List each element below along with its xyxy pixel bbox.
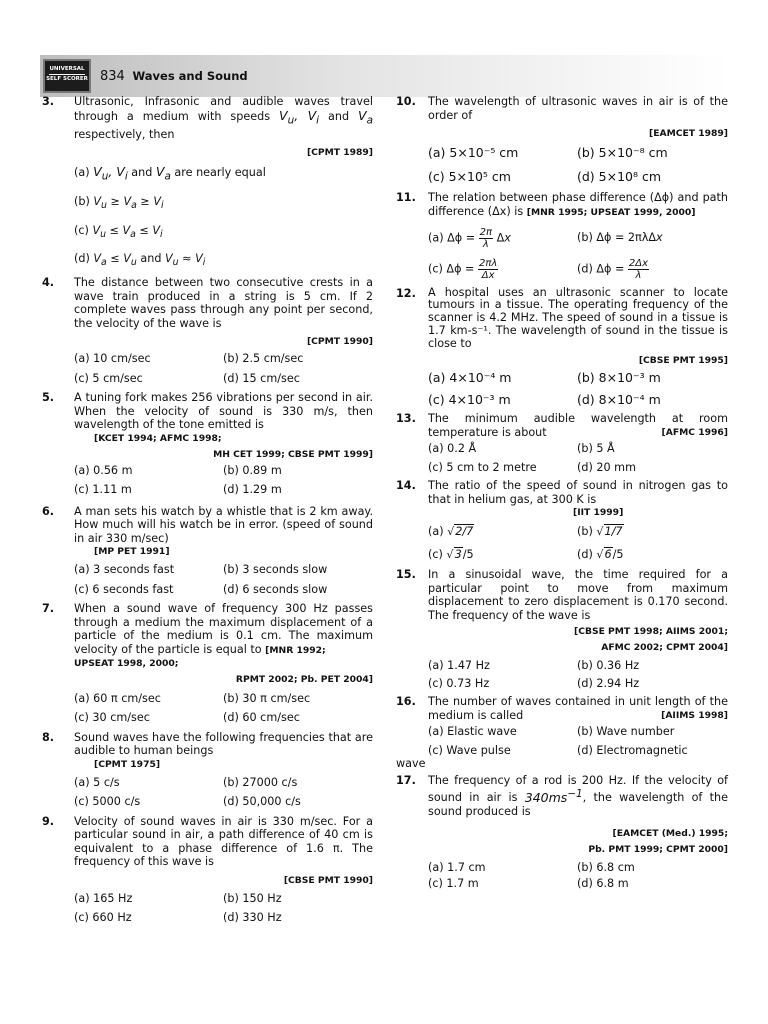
question-number: 8. [42, 730, 55, 744]
question-16 [396, 695, 728, 771]
question-12 [396, 287, 728, 407]
option-a: (a) $V_u$, $V_i$ and $V_a$ are nearly equal [74, 164, 266, 183]
option-d-overflow: wave [396, 757, 426, 771]
question-text: A hospital uses an ultrasonic scanner to locate tumours in a tissue. The operating frequency of the scanner is 4.2 MHz. The speed of sound in a tissue is 1.7 km-s⁻¹. The wavelength of sound in the tissue is close to [428, 285, 728, 350]
question-13 [396, 412, 728, 474]
option-c: (c) √3/5 [428, 547, 474, 561]
option-b: (b) 0.89 m [223, 463, 282, 477]
option-d: (d) 2.94 Hz [577, 676, 640, 690]
question-number: 11. [396, 191, 416, 204]
option-a: (a) 10 cm/sec [74, 352, 151, 366]
option-c: (c) 660 Hz [74, 911, 132, 925]
question-number: 10. [396, 95, 416, 108]
question-text: When a sound wave of frequency 300 Hz passes through a medium the maximum displacement of a particle of the medium is 0.1 cm. The maximum velocity of the particle is equal to [MNR 1992; [74, 602, 373, 656]
question-number: 12. [396, 286, 416, 300]
question-10 [396, 95, 728, 183]
option-b: (b) 6.8 cm [577, 860, 635, 874]
option-b: (b) 2.5 cm/sec [223, 352, 304, 366]
question-text: In a sinusoidal wave, the time required for a particular point to move from maximum displacement to zero displacement is 0.170 second. The frequency of the wave is [428, 568, 728, 622]
question-text: Ultrasonic, Infrasonic and audible waves travel through a medium with speeds $V_u$, $V_i$ and $V_a$ respectively, then [74, 95, 373, 141]
option-a: (a) 0.2 Å [428, 442, 477, 456]
question-3 [42, 95, 373, 270]
page-header [40, 55, 728, 97]
option-d: (d) 8×10⁻⁴ m [577, 391, 661, 407]
option-c: (c) 1.11 m [74, 483, 132, 497]
question-text: The distance between two consecutive crests in a wave train produced in a string is 5 cm. If 2 complete waves pass through any point per second, the velocity of the wave is [74, 276, 373, 330]
logo-line-2: SELF SCORER [46, 76, 88, 82]
option-c: (c) 1.7 m [428, 877, 479, 891]
option-b: (b) 150 Hz [223, 891, 282, 905]
question-reference: [EAMCET 1989] [649, 128, 728, 139]
option-a: (a) 165 Hz [74, 891, 133, 905]
right-column [396, 95, 728, 891]
question-reference: [CBSE PMT 1998; AIIMS 2001; [574, 626, 728, 638]
option-b: (b) $V_u \ge V_a \ge V_i$ [74, 195, 164, 212]
option-d: (d) 5×10⁸ cm [577, 168, 662, 184]
option-d: (d) 50,000 c/s [223, 795, 301, 809]
option-b: (b) 3 seconds slow [223, 563, 328, 577]
option-b: (b) 8×10⁻³ m [577, 370, 661, 386]
option-d: (d) 1.29 m [223, 483, 282, 497]
option-b: (b) 5 Å [577, 442, 615, 456]
option-a: (a) 4×10⁻⁴ m [428, 370, 512, 386]
option-c: (c) 5 cm/sec [74, 371, 143, 385]
question-number: 6. [42, 504, 55, 518]
question-4 [42, 276, 373, 385]
option-a: (a) Elastic wave [428, 725, 517, 739]
option-a: (a) √2/7 [428, 525, 474, 539]
question-9 [42, 815, 373, 925]
option-c: (c) 5000 c/s [74, 795, 141, 809]
question-number: 3. [42, 95, 55, 108]
question-text: A tuning fork makes 256 vibrations per second in air. When the velocity of sound is 330 m/s, then wavelength of the tone emitted is [74, 391, 373, 432]
question-reference: RPMT 2002; Pb. PET 2004] [235, 673, 373, 685]
question-reference: [CBSE PMT 1995] [638, 355, 728, 367]
option-a: (a) 1.7 cm [428, 860, 486, 874]
option-b: (b) Δϕ = 2πλΔx [577, 231, 663, 245]
option-d: (d) Electromagnetic [577, 743, 688, 757]
question-reference: [CPMT 1975] [94, 758, 161, 770]
question-number: 16. [396, 695, 416, 709]
question-text: The number of waves contained in unit length of the medium is called [AIIMS 1998] [428, 695, 728, 722]
option-c: (c) $V_u \le V_a \le V_i$ [74, 223, 163, 240]
option-a: (a) 1.47 Hz [428, 659, 490, 673]
question-number: 13. [396, 412, 416, 426]
option-c: (c) 30 cm/sec [74, 711, 150, 725]
question-text: The ratio of the speed of sound in nitrogen gas to that in helium gas, at 300 K is [428, 479, 728, 506]
option-b: (b) 0.36 Hz [577, 659, 640, 673]
option-c: (c) Wave pulse [428, 743, 511, 757]
option-d: (d) 6 seconds slow [223, 582, 328, 596]
option-c: (c) Δϕ = $\frac{2\pi\lambda}{\Delta x}$ [428, 257, 498, 281]
question-text: Velocity of sound waves in air is 330 m/sec. For a particular sound in air, a path difference of 40 cm is equivalent to a phase difference of 1.6 π. The frequency of this wave is [74, 814, 373, 869]
question-reference: [CBSE PMT 1990] [283, 874, 373, 886]
option-c: (c) 5 cm to 2 metre [428, 460, 537, 474]
question-number: 5. [42, 391, 55, 405]
option-b: (b) 27000 c/s [223, 775, 298, 789]
option-b: (b) 30 π cm/sec [223, 691, 311, 705]
question-15 [396, 568, 728, 690]
question-reference: MH CET 1999; CBSE PMT 1999] [213, 448, 373, 460]
question-8 [42, 731, 373, 809]
option-b: (b) √1/7 [577, 525, 623, 539]
chapter-title: Waves and Sound [132, 69, 248, 83]
option-d: (d) √6/5 [577, 547, 624, 561]
question-6 [42, 505, 373, 597]
question-text: The frequency of a rod is 200 Hz. If the velocity of sound in air is $340ms^{-1}$, the wavelength of the sound produced is [428, 773, 728, 819]
option-d: (d) 15 cm/sec [223, 371, 300, 385]
question-text: Sound waves have the following frequencies that are audible to human beings [74, 730, 373, 758]
option-d: (d) 6.8 m [577, 877, 629, 891]
question-number: 15. [396, 568, 416, 582]
question-11 [396, 191, 728, 281]
question-text: The minimum audible wavelength at room temperature is about [AFMC 1996] [428, 412, 728, 439]
option-a: (a) 5 c/s [74, 775, 120, 789]
question-text: The wavelength of ultrasonic waves in air is of the order of [428, 95, 728, 122]
option-c: (c) 0.73 Hz [428, 676, 490, 690]
question-14 [396, 479, 728, 561]
option-d: (d) 20 mm [577, 460, 636, 474]
option-d: (d) $V_a \le V_u$ and $V_u \approx V_i$ [74, 252, 206, 269]
logo-line-1: UNIVERSAL [49, 66, 85, 72]
question-7 [42, 602, 373, 725]
option-a: (a) 5×10⁻⁵ cm [428, 145, 519, 160]
option-d: (d) Δϕ = $\frac{2\Delta x}{\lambda}$ [577, 257, 649, 281]
option-d: (d) 330 Hz [223, 911, 282, 925]
option-a: (a) 3 seconds fast [74, 563, 175, 577]
question-reference: Pb. PMT 1999; CPMT 2000] [588, 843, 728, 855]
question-reference: [KCET 1994; AFMC 1998; [94, 432, 222, 444]
option-c: (c) 6 seconds fast [74, 582, 174, 596]
question-reference: AFMC 2002; CPMT 2004] [601, 642, 728, 654]
option-d: (d) 60 cm/sec [223, 711, 300, 725]
question-reference: [CPMT 1990] [306, 336, 373, 348]
left-column [42, 95, 373, 925]
question-reference: [MP PET 1991] [94, 546, 170, 558]
question-number: 14. [396, 479, 416, 493]
question-reference: [IIT 1999] [573, 507, 624, 519]
option-a: (a) 60 π cm/sec [74, 691, 161, 705]
page-number: 834 [100, 69, 125, 84]
option-b: (b) 5×10⁻⁸ cm [577, 145, 668, 160]
question-number: 7. [42, 602, 55, 616]
question-text: The relation between phase difference (Δϕ) and path difference (Δx) is [MNR 1995; UPSEAT 1999, 2000] [428, 191, 728, 218]
option-c: (c) 5×10⁵ cm [428, 168, 511, 184]
option-b: (b) Wave number [577, 725, 675, 739]
question-reference: UPSEAT 1998, 2000; [74, 657, 179, 669]
question-number: 17. [396, 773, 416, 787]
question-number: 4. [42, 276, 55, 290]
question-reference: [CPMT 1989] [306, 147, 373, 158]
header-title [100, 69, 248, 84]
question-5 [42, 391, 373, 497]
option-c: (c) 4×10⁻³ m [428, 391, 511, 407]
option-a: (a) 0.56 m [74, 463, 133, 477]
option-a: (a) Δϕ = $\frac{2\pi}{\lambda}$ Δx [428, 226, 511, 250]
question-17 [396, 774, 728, 891]
question-reference: [EAMCET (Med.) 1995; [612, 827, 728, 839]
publisher-logo [43, 59, 91, 93]
question-number: 9. [42, 814, 55, 828]
question-text: A man sets his watch by a whistle that is 2 km away. How much will his watch be in error. (speed of sound in air 330 m/sec) [74, 504, 373, 545]
